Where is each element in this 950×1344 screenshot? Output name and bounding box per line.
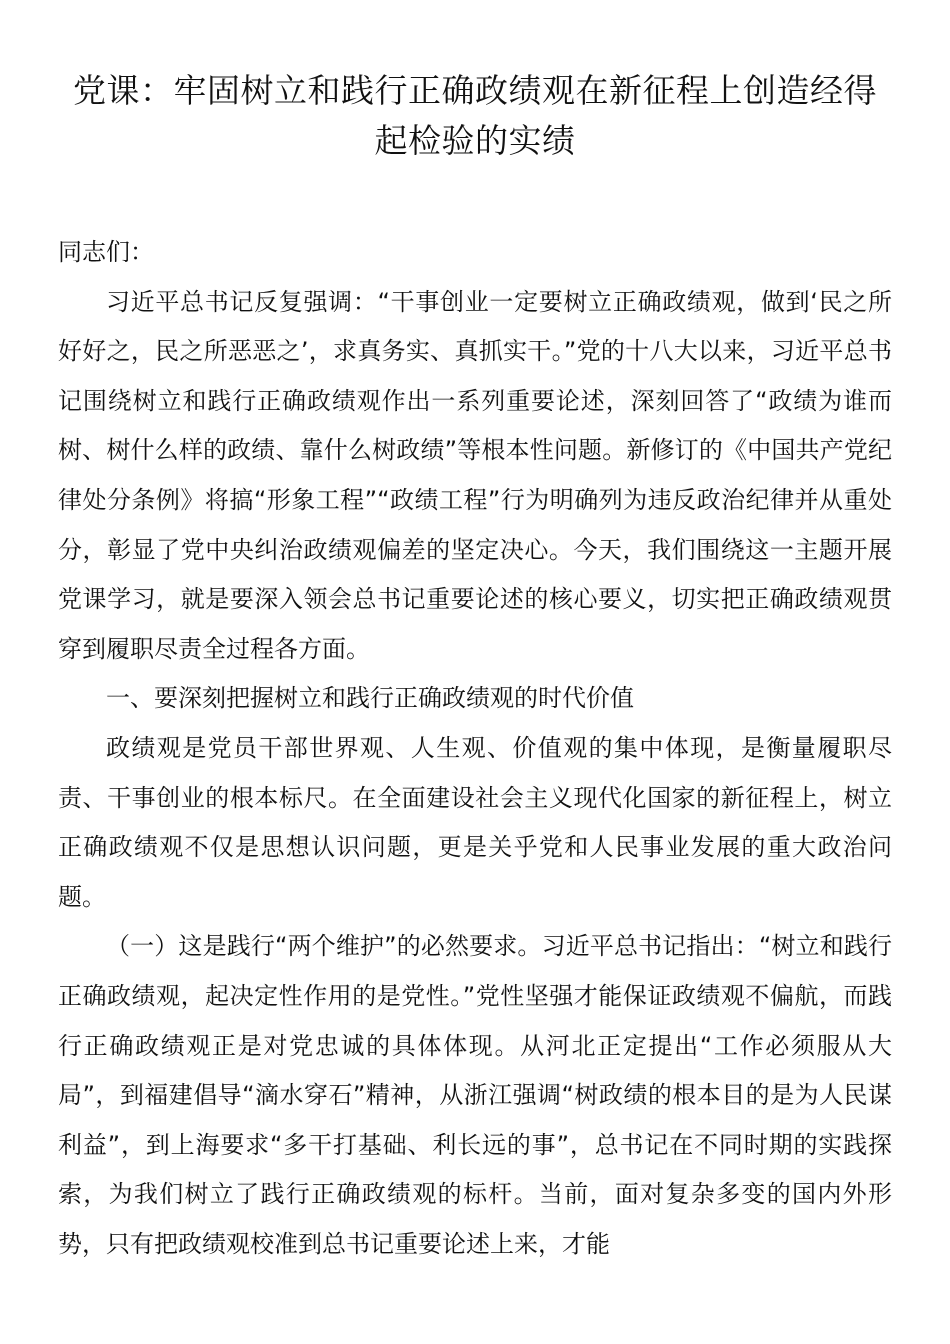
- paragraph-section-1: 政绩观是党员干部世界观、人生观、价值观的集中体现，是衡量履职尽责、干事创业的根本标尺。在全面建设社会主义现代化国家的新征程上，树立正确政绩观不仅是思想认识问题，更是关乎党和人民事业发展的重大政治问题。: [58, 733, 892, 911]
- salutation: 同志们：: [58, 238, 154, 266]
- paragraph-subsection-1: （一）这是践行“两个维护”的必然要求。习近平总书记指出：“树立和践行正确政绩观，起决定性作用的是党性。”党性坚强才能保证政绩观不偏航，而践行正确政绩观正是对党忠诚的具体体现。从河北正定提出“工作必须服从大局”，到福建倡导“滴水穿石”精神，从浙江强调“树政绩的根本目的是为人民谋利益”，到上海要求“多干打基础、利长远的事”，总书记在不同时期的实践探索，为我们树立了践行正确政绩观的标杆。当前，面对复杂多变的国内外形势，只有把政绩观校准到总书记重要论述上来，才能: [58, 932, 892, 1258]
- document-title: 党课：牢固树立和践行正确政绩观在新征程上创造经得起检验的实绩: [73, 71, 877, 160]
- document-body: [58, 228, 892, 1269]
- section-heading-1: 一、要深刻把握树立和践行正确政绩观的时代价值: [106, 684, 634, 713]
- paragraph-intro: 习近平总书记反复强调：“干事创业一定要树立正确政绩观，做到‘民之所好好之，民之所恶恶之’，求真务实、真抓实干。”党的十八大以来，习近平总书记围绕树立和践行正确政绩观作出一系列重要论述，深刻回答了“政绩为谁而树、树什么样的政绩、靠什么树政绩”等根本性问题。新修订的《中国共产党纪律处分条例》将搞“形象工程”“政绩工程”行为明确列为违反政治纪律并从重处分，彰显了党中央纠治政绩观偏差的坚定决心。今天，我们围绕这一主题开展党课学习，就是要深入领会总书记重要论述的核心要义，切实把正确政绩观贯穿到履职尽责全过程各方面。: [58, 287, 892, 663]
